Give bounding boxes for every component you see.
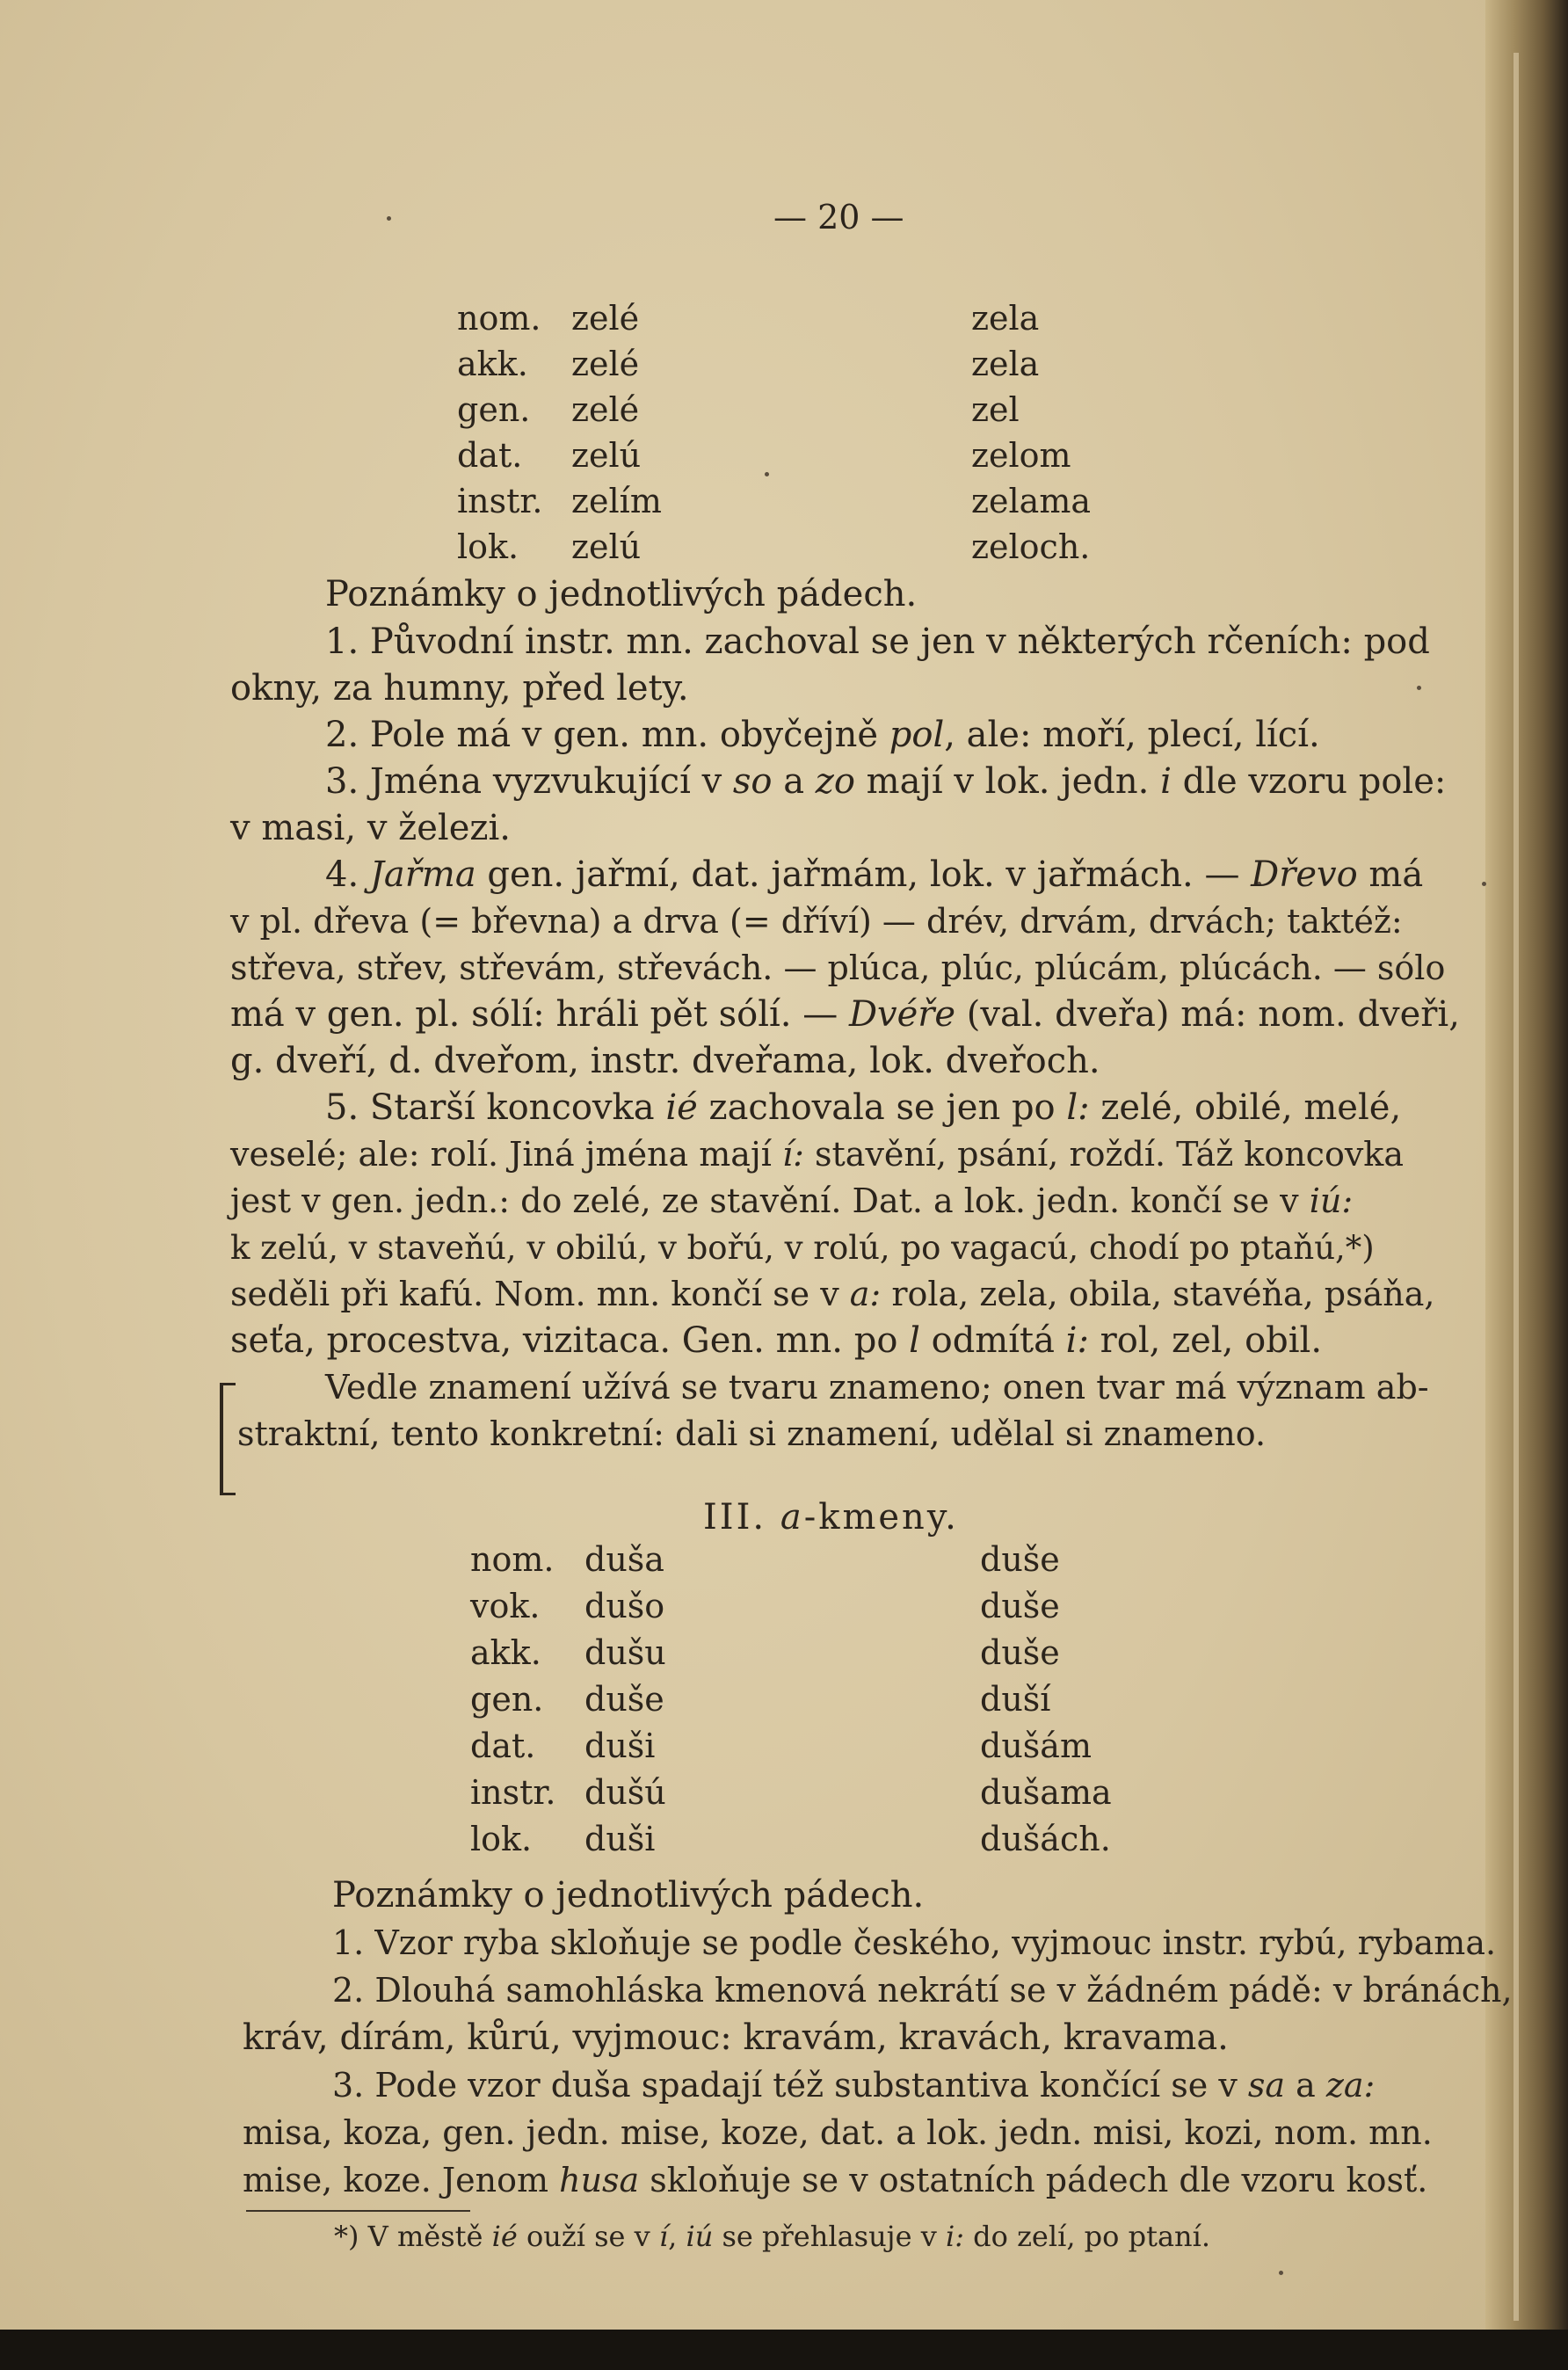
paragraph-line: má v gen. pl. sólí: hráli pět sólí. — Dvéře (val. dveřa) má: nom. dveři, (230, 994, 1460, 1035)
case-label: nom. (457, 299, 541, 338)
plural-form: dušama (980, 1773, 1112, 1812)
paragraph-line: 3. Pode vzor duša spadají též substantiva končící se v sa a za: (332, 2066, 1376, 2105)
paragraph-line: jest v gen. jedn.: do zelé, ze stavění. Dat. a lok. jedn. končí se v iú: (230, 1181, 1354, 1220)
plural-form: zeloch. (971, 527, 1091, 566)
plural-form: dušách. (980, 1820, 1111, 1858)
paragraph-line: kráv, dírám, kůrú, vyjmouc: kravám, kravách, kravama. (243, 2017, 1229, 2058)
paragraph-line: seděli při kafú. Nom. mn. končí se v a: rola, zela, obila, stavéňa, psáňa, (230, 1275, 1435, 1313)
singular-form: zelím (571, 482, 662, 520)
plural-form: duše (980, 1540, 1060, 1579)
paragraph-line: 2. Dlouhá samohláska kmenová nekrátí se v žádném pádě: v bránách, (332, 1971, 1513, 2010)
paragraph-line: střeva, střev, střevám, střevách. — plúca, plúc, plúcám, plúcách. — sólo (230, 949, 1446, 987)
paragraph-line: v masi, v železi. (230, 808, 511, 848)
paragraph-line: g. dveří, d. dveřom, instr. dveřama, lok. dveřoch. (230, 1041, 1100, 1081)
paragraph-line: 1. Původní instr. mn. zachoval se jen v některých rčeních: pod (325, 622, 1430, 662)
case-label: vok. (470, 1587, 541, 1625)
section-title: Poznámky o jednotlivých pádech. (325, 574, 918, 614)
case-label: dat. (470, 1727, 536, 1765)
speck (1417, 686, 1421, 690)
section-heading: III. a-kmeny. (703, 1497, 959, 1538)
plural-form: duší (980, 1680, 1051, 1719)
plural-form: duše (980, 1633, 1060, 1672)
paragraph-line: mise, koze. Jenom husa skloňuje se v ostatních pádech dle vzoru kosť. (243, 2161, 1428, 2199)
singular-form: zelé (571, 390, 640, 429)
footnote-rule (246, 2210, 470, 2212)
paragraph-line: straktní, tento konkretní: dali si znamení, udělal si znameno. (237, 1414, 1267, 1453)
case-label: gen. (457, 390, 531, 429)
case-label: akk. (470, 1633, 541, 1672)
paragraph-line: 2. Pole má v gen. mn. obyčejně pol, ale: moří, plecí, lící. (325, 715, 1320, 755)
singular-form: zelé (571, 345, 640, 383)
singular-form: duše (584, 1680, 664, 1719)
paragraph-line: 1. Vzor ryba skloňuje se podle českého, vyjmouc instr. rybú, rybama. (332, 1923, 1497, 1962)
footnote: *) V městě ié ouží se v í, iú se přehlasuje v i: do zelí, po ptaní. (334, 2220, 1211, 2253)
singular-form: dušo (584, 1587, 665, 1625)
singular-form: zelú (571, 527, 642, 566)
singular-form: duši (584, 1727, 656, 1765)
speck (1482, 882, 1486, 886)
case-label: lok. (457, 527, 519, 566)
margin-bracket (220, 1383, 236, 1495)
paragraph-line: misa, koza, gen. jedn. mise, koze, dat. a lok. jedn. misi, kozi, nom. mn. (243, 2113, 1433, 2152)
plural-form: zelama (971, 482, 1092, 520)
paragraph-line: k zelú, v staveňú, v obilú, v bořú, v rolú, po vagacú, chodí po ptaňú,*) (230, 1229, 1375, 1267)
singular-form: zelú (571, 436, 642, 475)
singular-form: duši (584, 1820, 656, 1858)
paragraph-line: seťa, procestva, vizitaca. Gen. mn. po l odmítá i: rol, zel, obil. (230, 1320, 1323, 1361)
plural-form: duše (980, 1587, 1060, 1625)
paragraph-line: okny, za humny, před lety. (230, 668, 689, 709)
speck (765, 472, 769, 476)
case-label: instr. (470, 1773, 556, 1812)
scan-border (0, 2330, 1568, 2370)
case-label: instr. (457, 482, 543, 520)
case-label: gen. (470, 1680, 544, 1719)
plural-form: zela (971, 345, 1040, 383)
singular-form: dušu (584, 1633, 666, 1672)
paragraph-line: v pl. dřeva (= břevna) a drva (= dříví) — drév, drvám, drvách; taktéž: (230, 902, 1403, 941)
case-label: dat. (457, 436, 523, 475)
paragraph-line: veselé; ale: rolí. Jiná jména mají í: stavění, psání, roždí. Táž koncovka (230, 1135, 1404, 1174)
plural-form: zel (971, 390, 1020, 429)
singular-form: dušú (584, 1773, 666, 1812)
page-number: — 20 — (773, 198, 904, 236)
paragraph-line: 4. Jařma gen. jařmí, dat. jařmám, lok. v jařmách. — Dřevo má (325, 854, 1424, 895)
case-label: akk. (457, 345, 528, 383)
book-spine (1485, 0, 1568, 2370)
paragraph-line: Vedle znamení užívá se tvaru znameno; onen tvar má význam ab- (325, 1368, 1429, 1407)
speck (1279, 2271, 1283, 2275)
section-title: Poznámky o jednotlivých pádech. (332, 1875, 925, 1916)
page-edge (1514, 53, 1519, 2321)
paragraph-line: 5. Starší koncovka ié zachovala se jen po l: zelé, obilé, melé, (325, 1087, 1402, 1128)
plural-form: dušám (980, 1727, 1092, 1765)
speck (387, 216, 391, 221)
singular-form: zelé (571, 299, 640, 338)
case-label: nom. (470, 1540, 555, 1579)
plural-form: zelom (971, 436, 1071, 475)
case-label: lok. (470, 1820, 533, 1858)
plural-form: zela (971, 299, 1040, 338)
singular-form: duša (584, 1540, 664, 1579)
paragraph-line: 3. Jména vyzvukující v so a zo mají v lok. jedn. i dle vzoru pole: (325, 761, 1447, 802)
